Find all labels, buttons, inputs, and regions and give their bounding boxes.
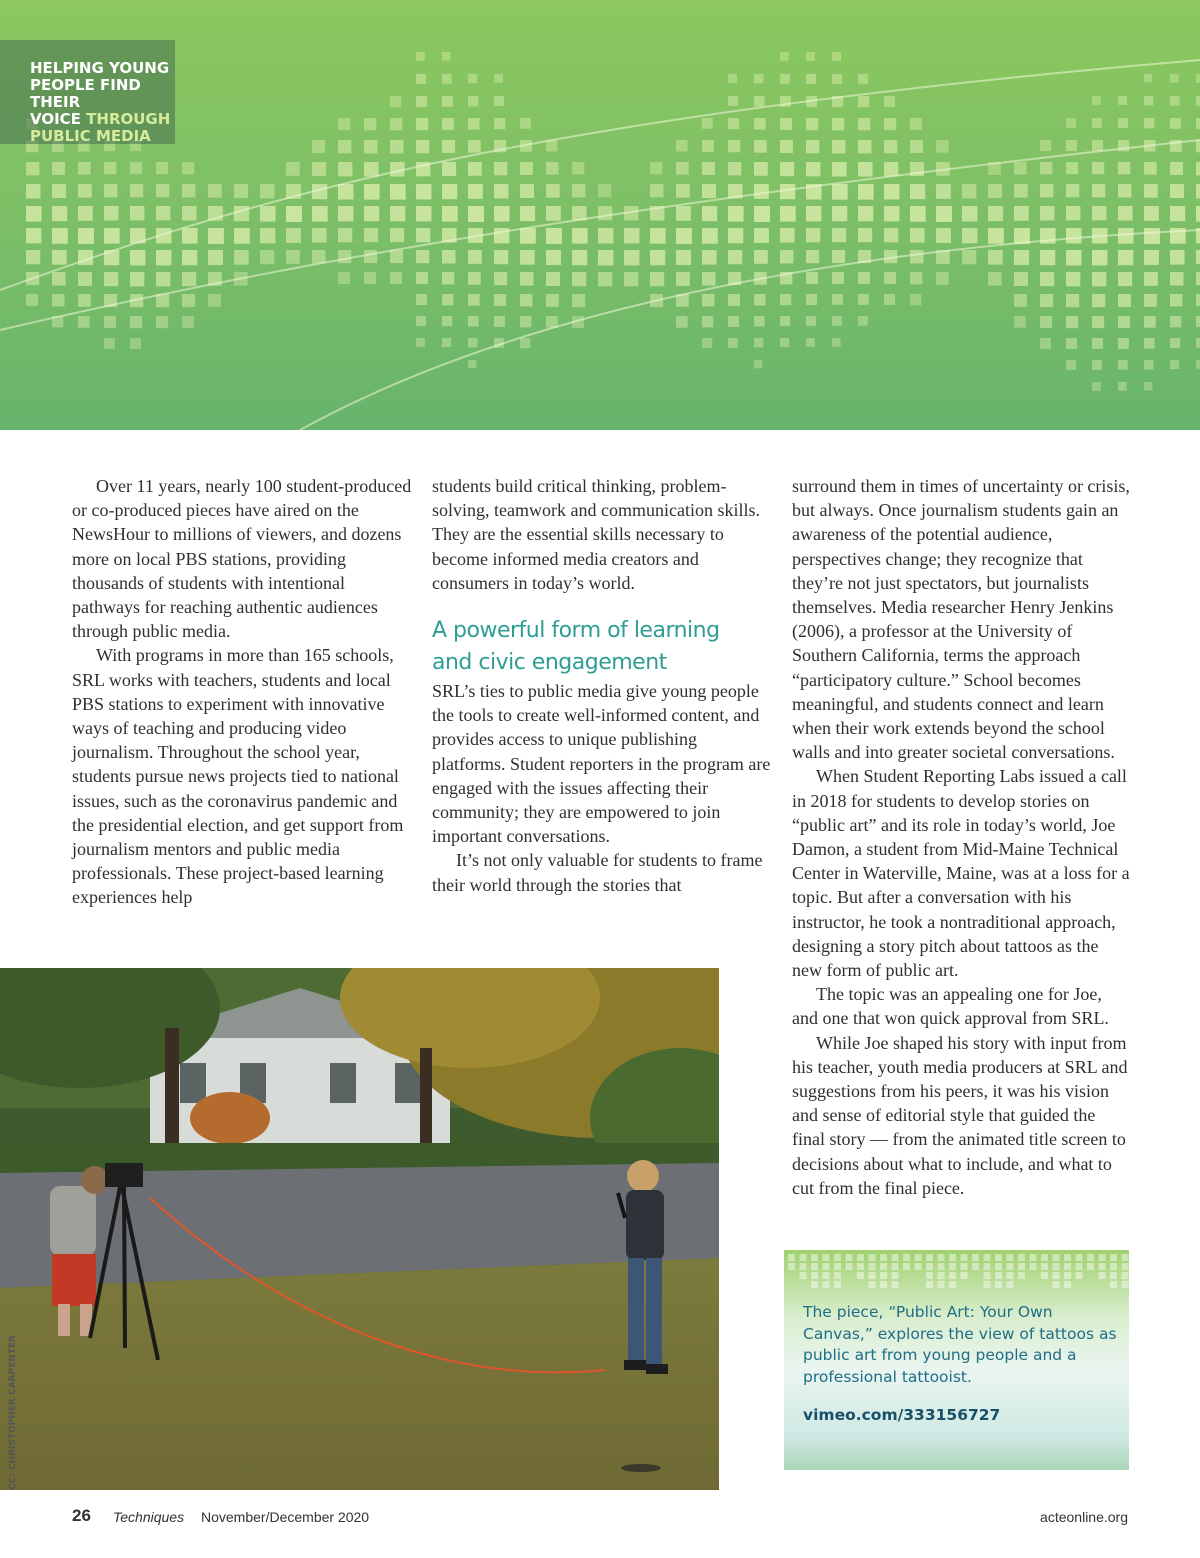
publication-name: Techniques — [113, 1509, 185, 1525]
tagline-line-2: PEOPLE FIND THEIR — [30, 76, 141, 111]
article-column-3 — [792, 474, 1132, 1200]
tagline-line-1: HELPING YOUNG — [30, 59, 170, 77]
paragraph: students build critical thinking, problem-solving, teamwork and communication skills. They are the essential skills necessary to become informed media creators and consumers in today’s world. — [432, 476, 760, 593]
paragraph: When Student Reporting Labs issued a call in 2018 for students to develop stories on “public art” and its role in today’s world, Joe Damon, a student from Mid-Maine Technical Center in Waterville, Maine, was at a loss for a topic. But after a conversation with his instructor, he took a nontraditional approach, designing a story pitch about tattoos as the new form of public art. — [792, 766, 1130, 981]
page-number: 26 — [72, 1506, 91, 1525]
tagline-line-4: PUBLIC MEDIA — [30, 127, 151, 145]
paragraph: The topic was an appealing one for Joe, and one that won quick approval from SRL. — [792, 984, 1109, 1029]
paragraph: surround them in times of uncertainty or crisis, but always. Once journalism students gain an awareness of the potential audience, perspectives change; they recognize that they’re not just spectators, but journalists themselves. Media researcher Henry Jenkins (2006), a professor at the University of Southern California, terms the approach “participatory culture.” School becomes meaningful, and students connect and learn when their work extends beyond the school walls and into greater societal conversations. — [792, 476, 1130, 763]
tagline-line-3 — [30, 111, 175, 128]
students-filming-photo — [0, 968, 719, 1490]
callout-description: The piece, “Public Art: Your Own Canvas,” explores the view of tattoos as public art from young people and a professional tattooist. — [803, 1303, 1117, 1386]
equalizer-pattern — [0, 0, 1200, 430]
tagline-voice: VOICE — [30, 110, 87, 128]
article-column-2 — [432, 474, 772, 897]
paragraph: With programs in more than 165 schools, SRL works with teachers, students and local PBS stations to experiment with innovative ways of teaching and producing video journalism. Throughout the school year, students pursue news projects tied to national issues, such as the coronavirus pandemic and the presidential election, and get support from journalism mentors and public media professionals. These project-based learning experiences help — [72, 645, 404, 908]
issue-date: November/December 2020 — [201, 1509, 370, 1525]
website-link[interactable]: acteonline.org — [1040, 1509, 1128, 1525]
paragraph: SRL’s ties to public media give young people the tools to create well-informed content, and provides access to unique publishing platforms. Student reporters in the program are engaged with the issues affecting their community; they are empowered to join important conversations. — [432, 681, 771, 847]
article-column-1 — [72, 474, 412, 910]
section-subheading — [432, 615, 772, 679]
subheading-line-2: and civic engagement — [432, 650, 667, 676]
paragraph: It’s not only valuable for students to frame their world through the stories that — [432, 850, 763, 895]
tagline-through: THROUGH — [86, 110, 171, 128]
paragraph: Over 11 years, nearly 100 student-produced or co-produced pieces have aired on the NewsHour to millions of viewers, and dozens more on local PBS stations, providing thousands of students with intentional pathways for reaching authentic audiences through public media. — [72, 476, 412, 642]
video-callout-box — [784, 1250, 1129, 1470]
photo-credit: CC: CHRISTOPHER CARPENTER — [8, 1335, 18, 1490]
header-banner — [0, 0, 1200, 430]
section-tagline — [30, 60, 175, 145]
video-link[interactable]: vimeo.com/333156727 — [803, 1406, 1001, 1424]
paragraph: While Joe shaped his story with input from his teacher, youth media producers at SRL and suggestions from his peers, it was his vision and sense of editorial style that guided the final story — from the animated title screen to decisions about what to include, and what to cut from the final piece. — [792, 1032, 1128, 1198]
article-photo — [0, 968, 719, 1490]
subheading-line-1: A powerful form of learning — [432, 618, 720, 644]
